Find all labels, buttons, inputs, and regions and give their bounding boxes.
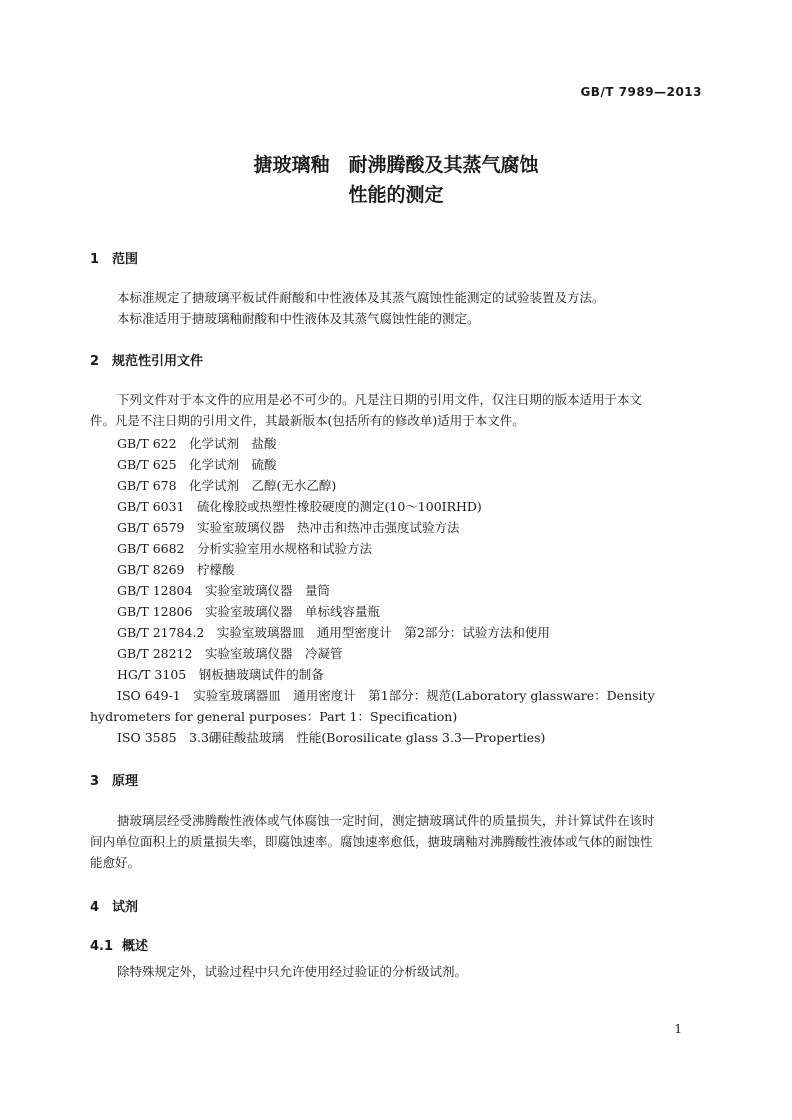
section-2-intro-line-2: 件。凡是不注日期的引用文件，其最新版本(包括所有的修改单)适用于本文件。 (90, 413, 525, 428)
reference-item: GB/T 12806 实验室玻璃仪器 单标线容量瓶 (117, 604, 380, 619)
section-title: 规范性引用文件 (112, 354, 204, 369)
section-3-line-3: 能愈好。 (90, 855, 141, 870)
section-title: 范围 (112, 252, 139, 267)
section-2-heading (90, 350, 203, 369)
section-number: 4 (90, 900, 100, 915)
reference-item: GB/T 8269 柠檬酸 (117, 562, 235, 577)
section-1-para-1: 本标准规定了搪玻璃平板试件耐酸和中性液体及其蒸气腐蚀性能测定的试验装置及方法。 (117, 290, 605, 305)
section-number: 1 (90, 252, 100, 267)
reference-item: GB/T 12804 实验室玻璃仪器 量筒 (117, 583, 330, 598)
subsection-number: 4.1 (90, 939, 114, 954)
section-title: 原理 (112, 774, 139, 789)
reference-item-iso-649-1: ISO 649-1 实验室玻璃器皿 通用密度计 第1部分：规范(Laboratory glassware：Density (117, 688, 655, 703)
section-3-line-1: 搪玻璃层经受沸腾酸性液体或气体腐蚀一定时间，测定搪玻璃试件的质量损失，并计算试件在该时 (117, 813, 655, 828)
document-title-line1: 搪玻璃釉 耐沸腾酸及其蒸气腐蚀 (253, 154, 539, 176)
section-number: 2 (90, 354, 100, 369)
section-number: 3 (90, 774, 100, 789)
reference-item: GB/T 6579 实验室玻璃仪器 热冲击和热冲击强度试验方法 (117, 520, 460, 535)
reference-item: GB/T 622 化学试剂 盐酸 (117, 436, 277, 451)
reference-item-iso-3585: ISO 3585 3.3硼硅酸盐玻璃 性能(Borosilicate glass 3.3—Properties) (117, 730, 546, 745)
section-2-intro-line-1: 下列文件对于本文件的应用是必不可少的。凡是注日期的引用文件，仅注日期的版本适用于本文 (117, 392, 643, 407)
standard-number: GB/T 7989—2013 (580, 85, 702, 99)
reference-item: GB/T 678 化学试剂 乙醇(无水乙醇) (117, 478, 337, 493)
section-3-line-2: 间内单位面积上的质量损失率，即腐蚀速率。腐蚀速率愈低，搪玻璃釉对沸腾酸性液体或气体的耐蚀性 (90, 834, 653, 849)
section-1-heading (90, 248, 138, 267)
section-1-para-2: 本标准适用于搪玻璃釉耐酸和中性液体及其蒸气腐蚀性能的测定。 (117, 311, 480, 326)
section-4-1-para: 除特殊规定外，试验过程中只允许使用经过验证的分析级试剂。 (117, 964, 468, 979)
reference-item: GB/T 6682 分析实验室用水规格和试验方法 (117, 541, 373, 556)
subsection-title: 概述 (122, 939, 149, 954)
subsection-4-1-heading (90, 935, 148, 954)
reference-item: HG/T 3105 钢板搪玻璃试件的制备 (117, 667, 324, 682)
section-4-heading (90, 896, 138, 915)
section-title: 试剂 (112, 900, 139, 915)
reference-item: GB/T 28212 实验室玻璃仪器 冷凝管 (117, 646, 343, 661)
reference-item-iso-649-1-cont: hydrometers for general purposes：Part 1：Specification) (90, 709, 458, 724)
reference-item: GB/T 21784.2 实验室玻璃器皿 通用型密度计 第2部分：试验方法和使用 (117, 625, 550, 640)
document-title-line2: 性能的测定 (348, 184, 444, 206)
section-3-heading (90, 770, 138, 789)
reference-item: GB/T 625 化学试剂 硫酸 (117, 457, 277, 472)
reference-item: GB/T 6031 硫化橡胶或热塑性橡胶硬度的测定(10～100IRHD) (117, 499, 482, 514)
page-number: 1 (674, 1022, 682, 1036)
